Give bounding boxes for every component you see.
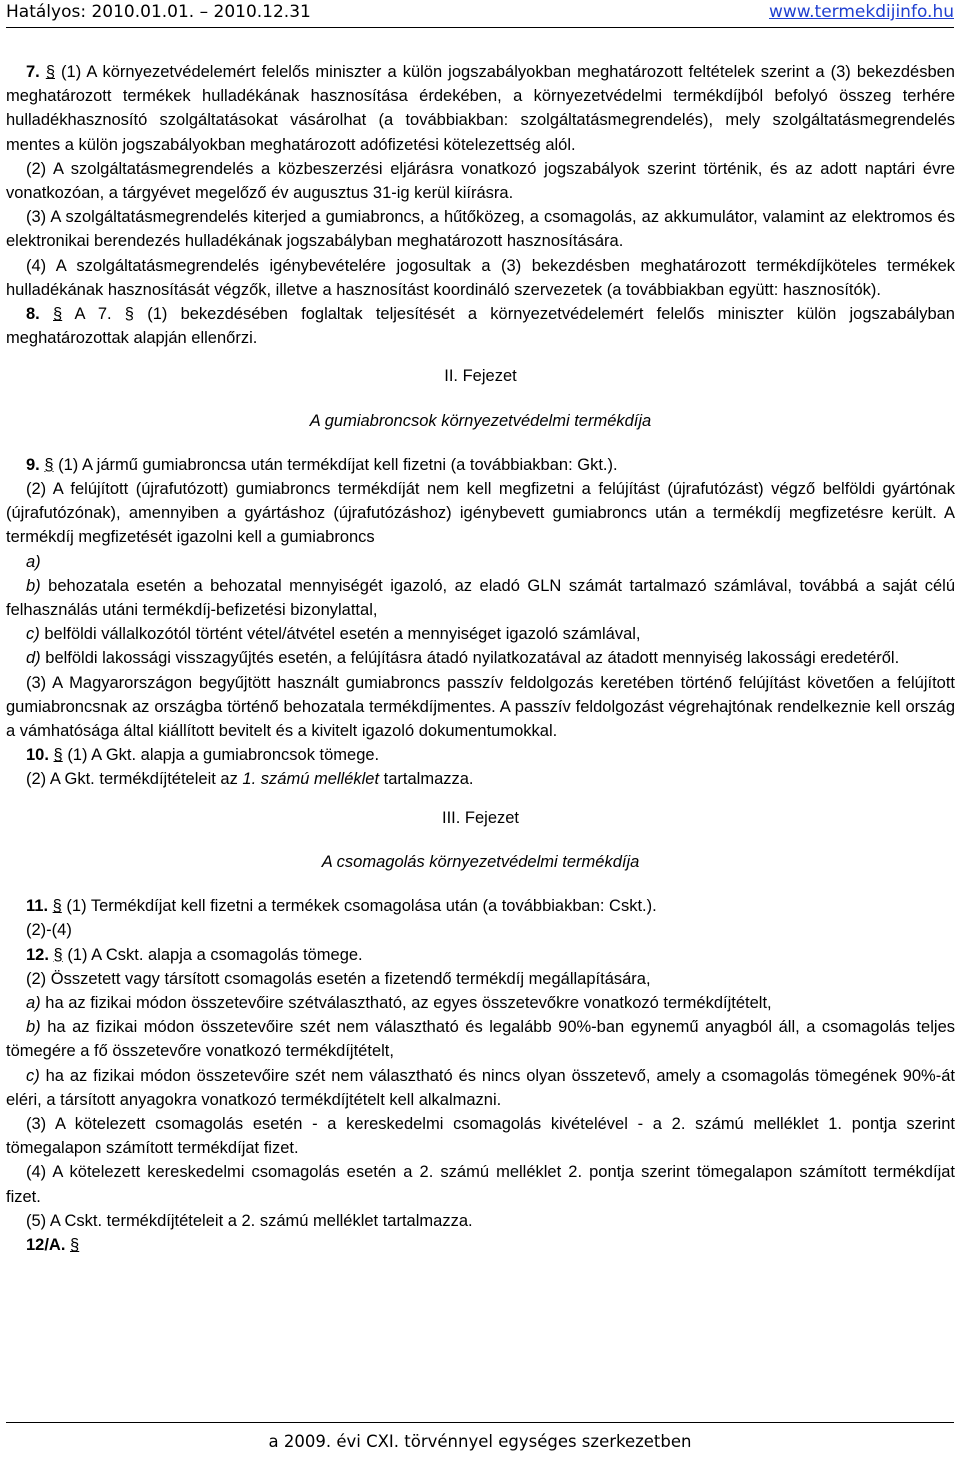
item-label: c) xyxy=(26,1066,40,1085)
paragraph-text: (2) A Gkt. termékdíjtételeit az xyxy=(26,770,243,789)
section-12-para-5: (5) A Cskt. termékdíjtételeit a 2. számú melléklet tartalmazza. xyxy=(26,1211,473,1230)
item-label: b) xyxy=(26,576,41,595)
section-7-para-4: (4) A szolgáltatásmegrendelés igénybevételére jogosultak a (3) bekezdésben meghatározott termékdíjköteles termékek hulladékának hasznosítását végzők, illetve a hasznosítást koordináló szervezetek (a továbbiakban együtt: hasznosítók). xyxy=(6,256,955,299)
section-10-para-1 xyxy=(6,743,955,767)
document-body xyxy=(6,60,955,1257)
header-divider xyxy=(6,27,954,28)
section-number: 8. xyxy=(26,305,40,324)
paragraph-text: (1) A Cskt. alapja a csomagolás tömege. xyxy=(67,945,363,964)
section-11-para-2-4: (2)-(4) xyxy=(26,921,72,940)
paragraph-text: (1) A jármű gumiabroncsa után termékdíjat kell fizetni (a továbbiakban: Gkt.). xyxy=(58,455,618,474)
paragraph-text: (1) Termékdíjat kell fizetni a termékek csomagolása után (a továbbiakban: Cskt.). xyxy=(66,897,657,916)
paragraph-text: (1) A Gkt. alapja a gumiabroncsok tömege. xyxy=(67,746,380,765)
section-9-para-1 xyxy=(6,453,955,477)
header-website-link[interactable]: www.termekdijinfo.hu xyxy=(768,2,954,22)
section-9-item-c xyxy=(6,622,955,646)
section-number: 7. xyxy=(26,63,40,81)
chapter-3-title: III. Fejezet xyxy=(441,808,520,827)
section-12-para-2: (2) Összetett vagy társított csomagolás esetén a fizetendő termékdíj megállapítására, xyxy=(26,969,651,988)
section-9-item-d xyxy=(6,646,955,670)
section-8 xyxy=(6,302,955,350)
chapter-2-title: II. Fejezet xyxy=(444,367,517,386)
page-header xyxy=(0,0,960,36)
section-11-para-1 xyxy=(6,894,955,918)
chapter-2-subtitle: A gumiabroncsok környezetvédelmi termékdíja xyxy=(309,411,652,430)
section-number: 12/A. xyxy=(26,1235,66,1254)
paragraph-text: tartalmazza. xyxy=(379,770,474,789)
section-number: 9. xyxy=(26,455,40,474)
section-10-para-2 xyxy=(6,767,955,791)
item-label: d) xyxy=(26,649,41,668)
section-9-para-3: (3) A Magyarországon begyűjtött használt gumiabroncs passzív feldolgozás keretében történő felújítást követően a felújított gumiabroncsnak az országba történő behozatala termékdíjmentes. A passzív feldolgozást végrehajtónak rendelkeznie kell ország a vámhatósága által kiállított bevitelt és a kivitelt igazoló dokumentumokkal. xyxy=(6,673,955,741)
section-9-item-a xyxy=(6,550,955,574)
section-number: 10. xyxy=(26,746,49,765)
section-number: 12. xyxy=(26,945,49,964)
section-mark-link[interactable]: § xyxy=(53,945,63,964)
chapter-3-subtitle: A csomagolás környezetvédelmi termékdíja xyxy=(321,852,640,871)
item-label: a) xyxy=(26,552,41,571)
section-12a xyxy=(6,1233,955,1257)
paragraph-text: A 7. § (1) bekezdésében foglaltak teljesítését a környezetvédelemért felelős miniszter külön jogszabályban meghatározottak alapján ellenőrzi. xyxy=(6,305,955,348)
item-text: ha az fizikai módon összetevőire szét nem választható és legalább 90%-ban egynemű anyagból áll, a csomagolás teljes tömegére a fő összetevőre vonatkozó termékdíjtételt, xyxy=(6,1018,955,1061)
item-text: ha az fizikai módon összetevőire szét nem választható és nincs olyan összetevő, amely a csomagolás tömegének 90%-át eléri, a társított anyagokra vonatkozó termékdíjtételt kell alkalmazni. xyxy=(6,1066,955,1109)
section-9-para-2: (2) A felújított (újrafutózott) gumiabroncs termékdíját nem kell megfizetni a felújítást (újrafutózást) végző belföldi gyártónak (újrafutózónak), amennyiben a gyártáshoz (újrafutózáshoz) igénybevett gumiabroncs után a termékdíj megfizetésre került. A termékdíj megfizetését igazolni kell a gumiabroncs xyxy=(6,480,955,547)
section-12-para-4: (4) A kötelezett kereskedelmi csomagolás esetén a 2. számú melléklet 2. pontja szerint tömegalapon számított termékdíjat fizet. xyxy=(6,1163,955,1206)
section-12-item-b xyxy=(6,1015,955,1063)
section-12-item-c xyxy=(6,1064,955,1112)
section-7-para-3: (3) A szolgáltatásmegrendelés kiterjed a gumiabroncs, a hűtőközeg, a csomagolás, az akkumulátor, valamint az elektromos és elektronikai berendezés hulladékának jogszabályban meghatározott hasznosítására. xyxy=(6,208,955,251)
section-mark-link[interactable]: § xyxy=(52,897,62,916)
section-7-para-1 xyxy=(6,60,955,157)
item-text: belföldi lakossági visszagyűjtés esetén, a felújításra átadó nyilatkozatával az átadott mennyiség lakossági eredetéről. xyxy=(45,649,900,668)
item-label: a) xyxy=(26,993,41,1012)
paragraph-text: (1) A környezetvédelemért felelős miniszter a külön jogszabályokban meghatározott feltételek szerint a (3) bekezdésben meghatározott termékek hulladékának hasznosítása érdekében, a környezetvédelmi termékdíjból befolyó összeg terhére hulladékhasznosító szolgáltatásokat vásárolhat (a továbbiakban: szolgáltatásmegrendelés), mely szolgáltatásmegrendelés mentes a külön jogszabályokban meghatározott adófizetési kötelezettség alól. xyxy=(6,63,955,154)
section-9-item-b xyxy=(6,574,955,622)
section-7-para-2: (2) A szolgáltatásmegrendelés a közbeszerzési eljárásra vonatkozó jogszabályok szerint történik, és az adott naptári évre vonatkozóan, a tárgyévet megelőző év augusztus 31-ig kerül kiírásra. xyxy=(6,159,955,203)
annex-reference: 1. számú melléklet xyxy=(242,770,380,789)
item-text: ha az fizikai módon összetevőire szétválasztható, az egyes összetevőkre vonatkozó termékdíjtételt, xyxy=(45,993,772,1012)
header-validity: Hatályos: 2010.01.01. – 2010.12.31 xyxy=(6,2,311,22)
section-mark-link[interactable]: § xyxy=(70,1235,80,1254)
section-mark-link[interactable]: § xyxy=(44,455,54,474)
footer-divider xyxy=(6,1422,954,1423)
item-text: belföldi vállalkozótól történt vétel/átvétel esetén a mennyiséget igazoló számlával, xyxy=(44,625,641,644)
section-mark-link[interactable]: § xyxy=(53,746,63,765)
section-mark-link[interactable]: § xyxy=(45,63,55,81)
section-mark-link[interactable]: § xyxy=(53,305,63,324)
item-label: c) xyxy=(26,625,40,644)
section-number: 11. xyxy=(26,897,49,916)
section-12-para-1 xyxy=(6,943,955,967)
footer-text: a 2009. évi CXI. törvénnyel egységes szerkezetben xyxy=(268,1432,692,1451)
section-12-item-a xyxy=(6,991,955,1015)
item-label: b) xyxy=(26,1018,41,1037)
item-text: behozatala esetén a behozatal mennyiségét igazoló, az eladó GLN számát tartalmazó számlával, továbbá a saját célú felhasználás utáni termékdíj-befizetési bizonylattal, xyxy=(6,576,955,620)
section-12-para-3: (3) A kötelezett csomagolás esetén - a kereskedelmi csomagolás kivételével - a 2. számú melléklet 1. pontja szerint tömegalapon számított termékdíjat fizet. xyxy=(6,1114,955,1158)
